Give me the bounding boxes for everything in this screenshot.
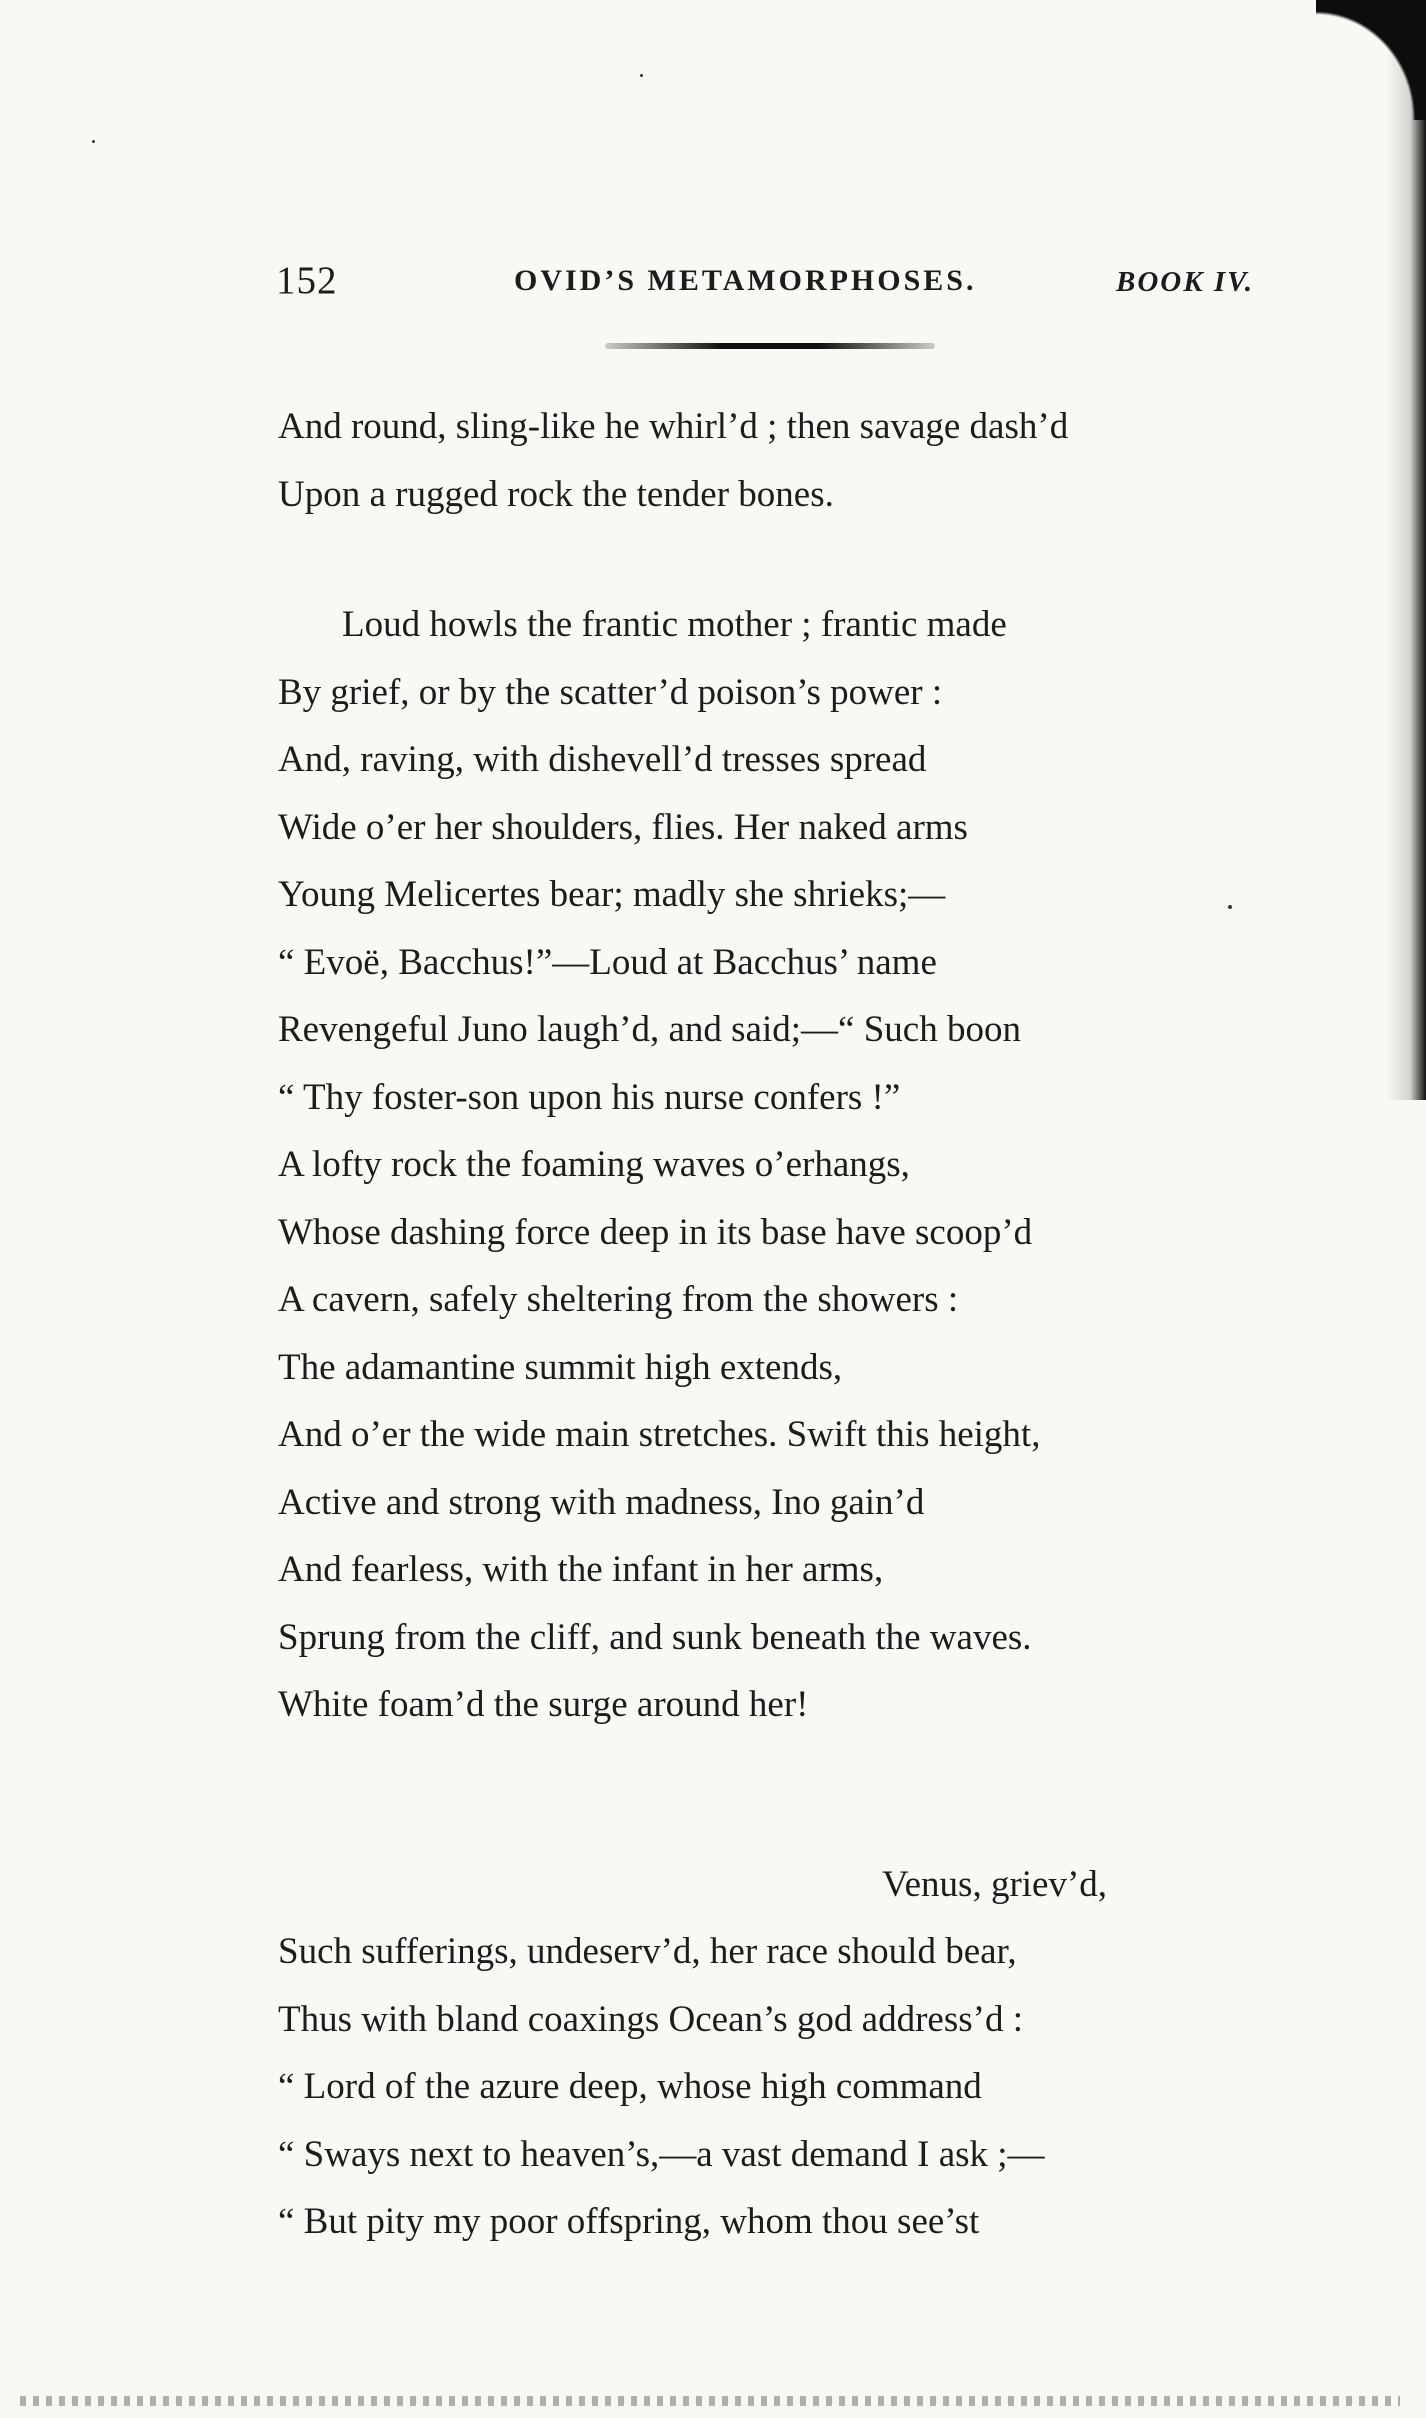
stanza-break bbox=[278, 528, 1278, 591]
verse-line: Loud howls the frantic mother ; frantic made bbox=[342, 604, 1007, 645]
verse-line: Thus with bland coaxings Ocean’s god address’d : bbox=[278, 1998, 1023, 2040]
page-number: 152 bbox=[276, 259, 338, 302]
header-rule-ornament bbox=[605, 343, 935, 349]
scan-bottom-edge bbox=[20, 2396, 1400, 2406]
scan-speck bbox=[1228, 905, 1232, 909]
verse-line: Such sufferings, undeserv’d, her race should bear, bbox=[278, 1931, 1017, 1972]
verse-line: Wide o’er her shoulders, flies. Her naked arms bbox=[278, 806, 968, 848]
running-header bbox=[276, 258, 1256, 308]
verse-line: “ Sways next to heaven’s,—a vast demand I ask ;— bbox=[278, 2133, 1045, 2175]
verse-line: And fearless, with the infant in her arms, bbox=[278, 1549, 884, 1590]
verse-line: Sprung from the cliff, and sunk beneath the waves. bbox=[278, 1616, 1032, 1658]
verse-line: A cavern, safely sheltering from the showers : bbox=[278, 1279, 959, 1320]
verse-line: “ Thy foster-son upon his nurse confers !” bbox=[278, 1076, 901, 1118]
verse-line: Venus, griev’d, bbox=[882, 1863, 1108, 1905]
verse-line: Active and strong with madness, Ino gain’d bbox=[278, 1481, 925, 1523]
verse-line: And o’er the wide main stretches. Swift this height, bbox=[278, 1414, 1041, 1455]
stanza-break bbox=[278, 1739, 1278, 1851]
verse-line: Revengeful Juno laugh’d, and said;—“ Such boon bbox=[278, 1009, 1021, 1050]
verse-line: The adamantine summit high extends, bbox=[278, 1346, 843, 1388]
scan-speck bbox=[92, 140, 95, 143]
verse-line: And, raving, with dishevell’d tresses spread bbox=[278, 739, 927, 780]
verse-line: Young Melicertes bear; madly she shrieks;— bbox=[278, 874, 946, 915]
verse-line: “ Evoë, Bacchus!”—Loud at Bacchus’ name bbox=[278, 941, 937, 983]
verse-line: And round, sling-like he whirl’d ; then savage dash’d bbox=[278, 406, 1069, 447]
verse-line: Whose dashing force deep in its base have scoop’d bbox=[278, 1211, 1033, 1253]
verse-line: “ But pity my poor offspring, whom thou see’st bbox=[278, 2201, 980, 2242]
scanned-page-edge-shadow bbox=[1386, 0, 1426, 1100]
page-corner-curl bbox=[1316, 0, 1426, 120]
poem-text bbox=[278, 393, 1278, 2256]
book-label: BOOK IV. bbox=[1116, 266, 1254, 298]
verse-line: Upon a rugged rock the tender bones. bbox=[278, 473, 834, 515]
verse-line: By grief, or by the scatter’d poison’s power : bbox=[278, 671, 943, 713]
verse-line: White foam’d the surge around her! bbox=[278, 1684, 809, 1725]
verse-line: A lofty rock the foaming waves o’erhangs, bbox=[278, 1144, 910, 1185]
verse-line: “ Lord of the azure deep, whose high command bbox=[278, 2066, 982, 2107]
scan-speck bbox=[640, 74, 643, 77]
running-title: OVID’S METAMORPHOSES. bbox=[514, 264, 977, 297]
